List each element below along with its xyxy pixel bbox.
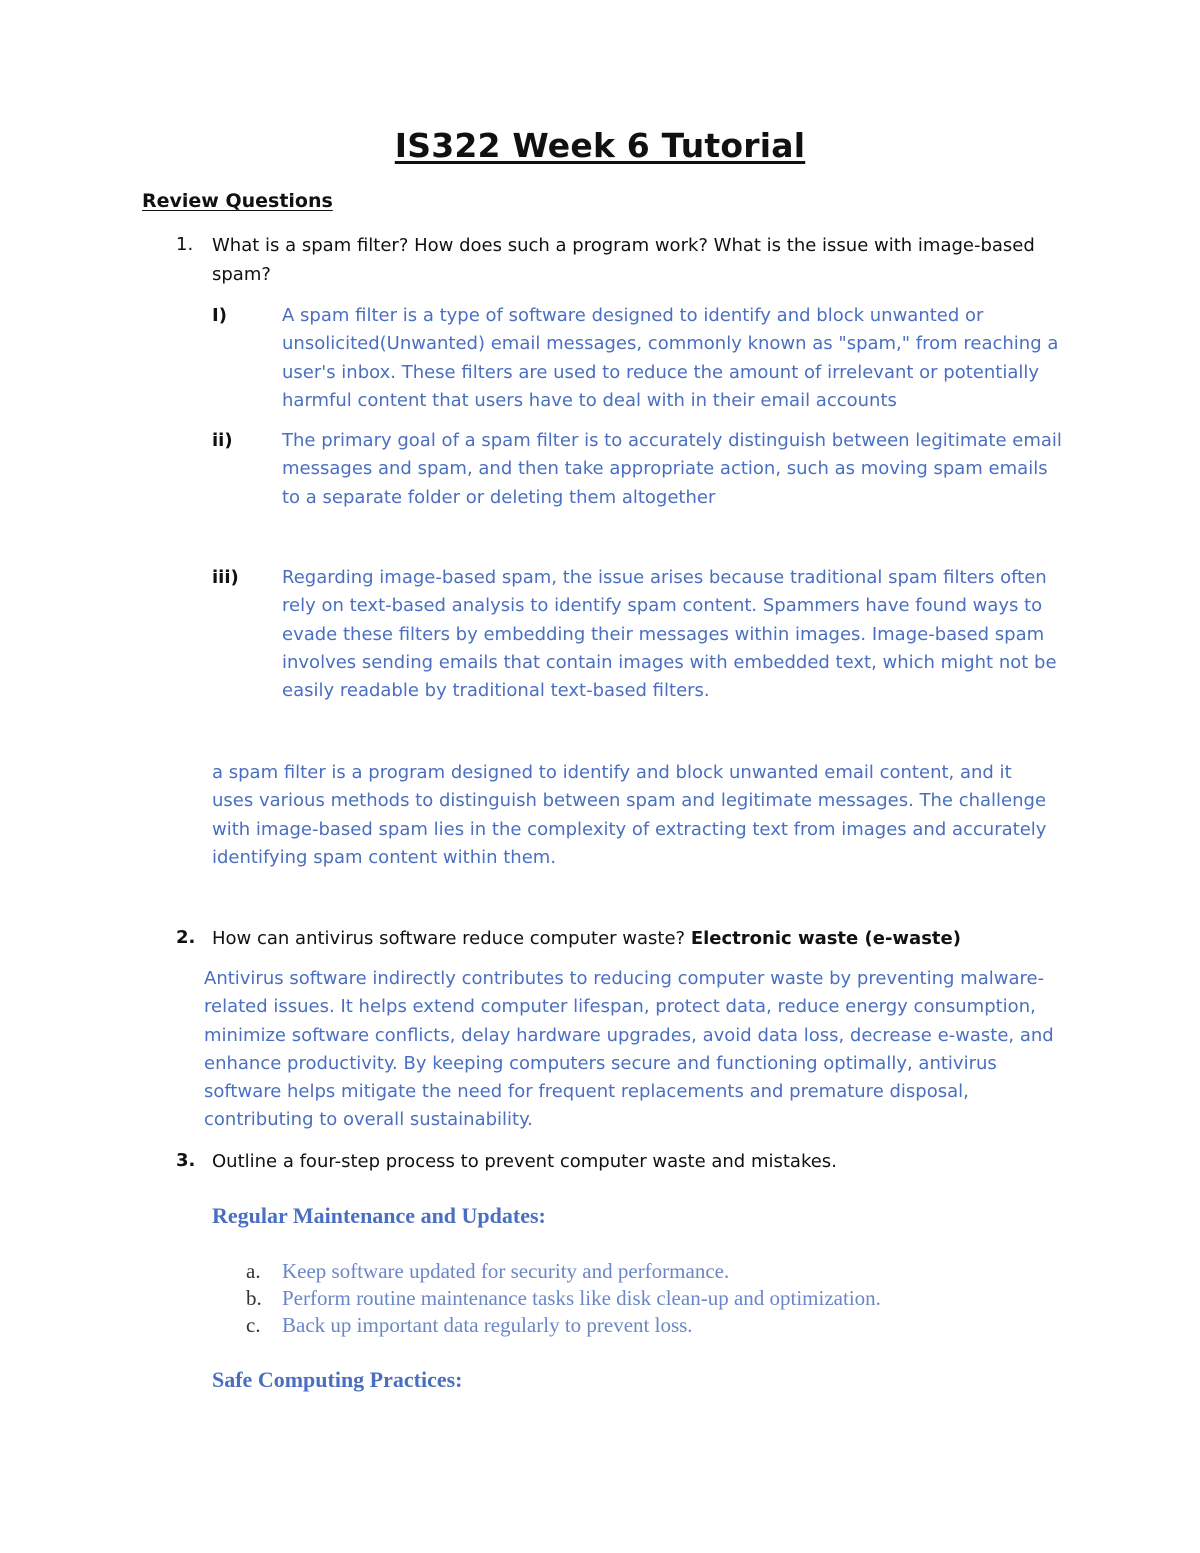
question-1-number: 1. [176,234,194,255]
sub-answer-marker-ii: ii) [212,430,233,451]
list-item-a-letter: a. [246,1259,261,1283]
question-1-text-line2: spam? [212,264,271,285]
question-2-text [212,924,1042,953]
list-item-a-text: Keep software updated for security and performance. [282,1259,730,1283]
step-heading-regular-maintenance: Regular Maintenance and Updates: [212,1203,546,1228]
question-2-answer: Antivirus software indirectly contributes to reducing computer waste by preventing malware-related issues. It helps extend computer lifespan, protect data, reduce energy consumption, minimize software conflicts, delay hardware upgrades, avoid data loss, decrease e-waste, and enhance productivity. By keeping computers secure and functioning optimally, antivirus software helps mitigate the need for frequent replacements and premature disposal, contributing to overall sustainability. [204,968,1054,1131]
section-heading-review-questions: Review Questions [142,190,333,212]
list-item-b-letter: b. [246,1286,262,1310]
question-2-text-main: How can antivirus software reduce computer waste? [212,928,686,949]
sub-answer-i: A spam filter is a type of software designed to identify and block unwanted or unsolicited(Unwanted) email messages, commonly known as "spam," from reaching a user's inbox. These filters are used to reduce the amount of irrelevant or potentially harmful content that users have to deal with in their email accounts [282,305,1059,411]
list-item-c-text: Back up important data regularly to prevent loss. [282,1313,693,1337]
question-3-text: Outline a four-step process to prevent computer waste and mistakes. [212,1151,837,1172]
question-1-text [212,231,1042,289]
sub-answer-marker-i: I) [212,305,227,326]
sub-answer-iii: Regarding image-based spam, the issue arises because traditional spam filters often rely on text-based analysis to identify spam content. Spammers have found ways to evade these filters by embedding their messages within images. Image-based spam involves sending emails that contain images with embedded text, which might not be easily readable by traditional text-based filters. [282,567,1057,702]
question-2-text-bold: Electronic waste (e-waste) [690,928,961,949]
question-3-number: 3. [176,1150,196,1171]
document-title: IS322 Week 6 Tutorial [394,126,806,165]
list-item-c-letter: c. [246,1313,261,1337]
question-1-summary: a spam filter is a program designed to identify and block unwanted email content, and it uses various methods to distinguish between spam and legitimate messages. The challenge with image-based spam lies in the complexity of extracting text from images and accurately identifying spam content within them. [212,762,1047,868]
list-item-b-text: Perform routine maintenance tasks like disk clean-up and optimization. [282,1286,881,1310]
step-heading-safe-computing: Safe Computing Practices: [212,1367,463,1392]
question-1-text-line1: What is a spam filter? How does such a program work? What is the issue with image-based [212,235,1035,256]
question-2-number: 2. [176,927,196,948]
sub-answer-ii: The primary goal of a spam filter is to accurately distinguish between legitimate email messages and spam, and then take appropriate action, such as moving spam emails to a separate folder or deleting them altogether [282,430,1062,508]
sub-answer-marker-iii: iii) [212,567,239,588]
